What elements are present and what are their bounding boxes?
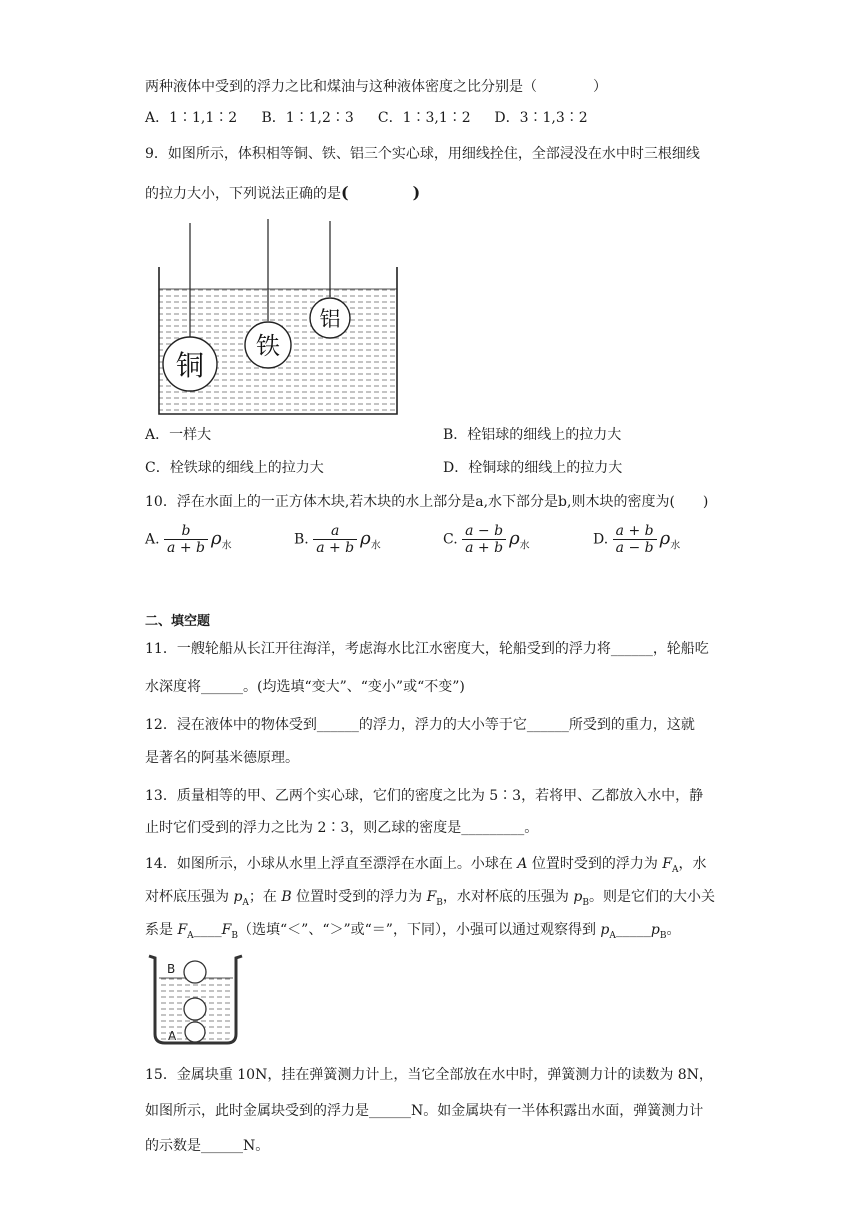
denominator: a − b: [613, 539, 657, 556]
numerator: a: [331, 523, 340, 539]
q10-option-d: [593, 523, 680, 556]
q10-option-c-fraction: [462, 523, 506, 556]
numerator: b: [181, 523, 191, 539]
q9-line-1: 9．如图所示，体积相等铜、铁、铝三个实心球，用细线拴住，全部浸没在水中时三根细线: [145, 146, 700, 162]
section-title-fill-in: 二、填空题: [145, 614, 211, 629]
numerator: a + b: [615, 523, 654, 539]
q9-figure-beaker: [150, 215, 405, 420]
q8-line-1: 两种液体中受到的浮力之比和煤油与这种液体密度之比分别是（ ）: [145, 79, 607, 95]
q9-line-2: [145, 180, 420, 203]
q10-option-b-label: B.: [294, 531, 309, 548]
q9-option-a: A．一样大: [145, 427, 212, 443]
rho-water: $\rho_水$: [360, 527, 381, 552]
q8-option-b: B．1∶1,2∶3: [261, 110, 354, 126]
q10-option-d-label: D.: [593, 531, 609, 548]
rho-water: $\rho_水$: [210, 527, 232, 552]
rho-water: $\rho_水$: [509, 527, 530, 552]
q10-option-c: [443, 523, 530, 556]
q8-option-c: C．1∶3,1∶2: [377, 110, 471, 126]
q14-ball-middle: [184, 998, 206, 1020]
q10-option-a-fraction: [164, 523, 208, 556]
q14-line-2: 对杯底压强为 $p_A$；在 B 位置时受到的浮力为 $F_B$，水对杯底的压强为 $p_B$。则是它们的大小关: [145, 889, 715, 908]
q14-label-b: B: [167, 962, 176, 976]
q11-line-1: 11．一艘轮船从长江开往海洋，考虑海水比江水密度大，轮船受到的浮力将______，轮船吃: [145, 641, 709, 657]
denominator: a + b: [313, 539, 357, 556]
q13-line-1: 13．质量相等的甲、乙两个实心球，它们的密度之比为 5∶3，若将甲、乙都放入水中，静: [145, 788, 704, 804]
q14-ball-b: [184, 961, 206, 983]
q13-line-2: 止时它们受到的浮力之比为 2∶3，则乙球的密度是_________。: [145, 820, 539, 836]
q10-option-c-label: C.: [443, 531, 458, 548]
q10-option-d-fraction: [613, 523, 657, 556]
q14-blank-2: _____: [615, 922, 651, 938]
rho-water: $\rho_水$: [659, 527, 681, 552]
q8-option-d: D．3∶1,3∶2: [494, 110, 588, 126]
q12-line-2: 是著名的阿基米德原理。: [145, 750, 299, 766]
q9-label-copper: 铜: [175, 349, 205, 382]
q14-ball-a: [185, 1022, 205, 1042]
q10-option-a-label: A.: [145, 531, 160, 548]
q14-figure-cup: [145, 952, 245, 1047]
q12-line-1: 12．浸在液体中的物体受到______的浮力，浮力的大小等于它______所受到的重力，这就: [145, 717, 695, 733]
q8-options: [145, 107, 606, 127]
q10-option-b-fraction: [313, 523, 357, 556]
q9-option-b: B．栓铝球的细线上的拉力大: [443, 427, 622, 443]
q9-option-d: D．栓铜球的细线上的拉力大: [443, 460, 623, 476]
q14-label-a: A: [168, 1029, 177, 1043]
q15-line-1: 15．金属块重 10N，挂在弹簧测力计上，当它全部放在水中时，弹簧测力计的读数为 8N，: [145, 1067, 713, 1083]
q15-line-2: 如图所示，此时金属块受到的浮力是______N。如金属块有一半体积露出水面，弹簧测力计: [145, 1103, 704, 1119]
q11-line-2: 水深度将______。(均选填“变大”、“变小”或“不变”): [145, 679, 465, 695]
q15-line-3: 的示数是______N。: [145, 1138, 270, 1154]
q9-answer-paren: ( ): [341, 183, 421, 202]
q14-blank-1: ____: [193, 922, 222, 938]
q10-option-a: [145, 523, 232, 556]
q9-label-aluminum: 铝: [319, 307, 341, 331]
denominator: a + b: [462, 539, 506, 556]
q9-option-c: C．栓铁球的细线上的拉力大: [145, 460, 324, 476]
q14-line-3: 系是 $F_A\_\_\_\_F_B$（选填“＜”、“＞”或“＝”，下同），小强可以通过观察得到 $p_A\_\_\_\_\_p_B$。: [145, 922, 681, 941]
q9-label-iron: 铁: [256, 332, 280, 360]
denominator: a + b: [164, 539, 208, 556]
q14-line-1: 14．如图所示，小球从水里上浮直至漂浮在水面上。小球在 A 位置时受到的浮力为 $F_A$，水: [145, 856, 707, 875]
q9-line-2-text: 的拉力大小，下列说法正确的是: [145, 186, 341, 202]
q8-option-a: A．1∶1,1∶2: [145, 110, 238, 126]
numerator: a − b: [465, 523, 504, 539]
q10-line-1: 10．浮在水面上的一正方体木块,若木块的水上部分是a,水下部分是b,则木块的密度为( ): [145, 494, 709, 510]
q10-option-b: [294, 523, 381, 556]
